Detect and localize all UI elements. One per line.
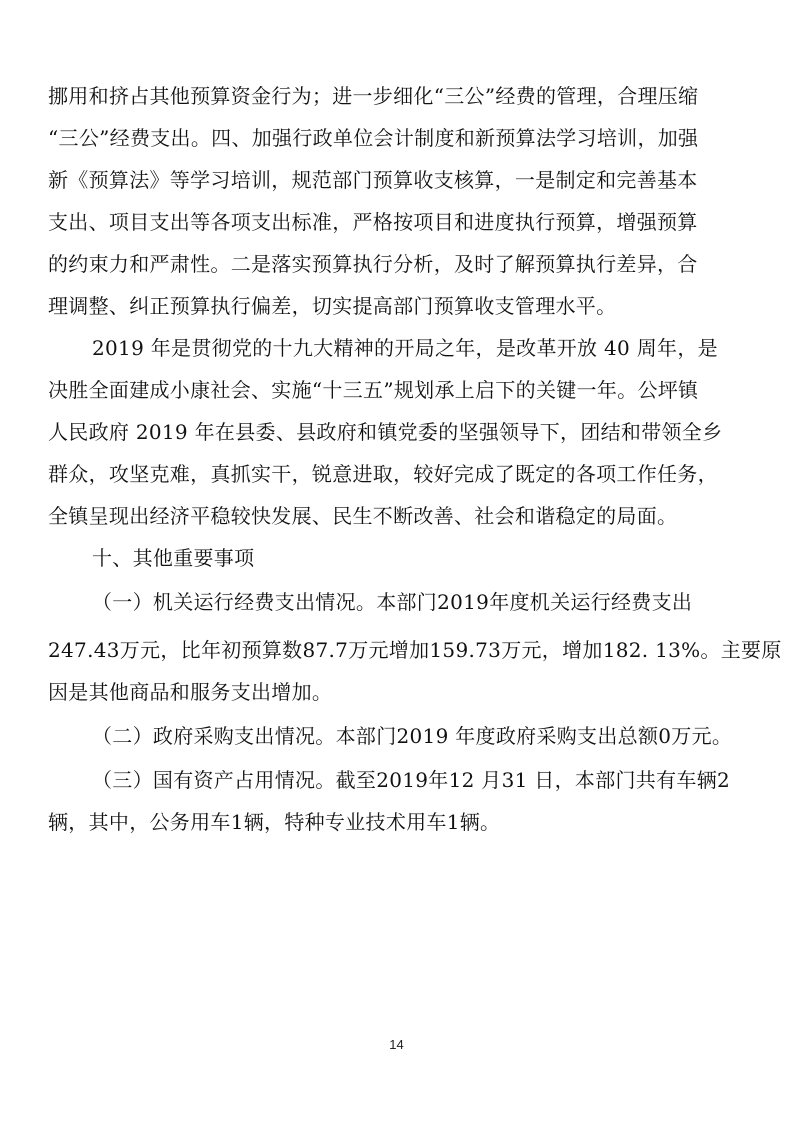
paragraph-line: 全镇呈现出经济平稳较快发展、民生不断改善、社会和谐稳定的局面。 <box>48 504 678 528</box>
paragraph-line: 辆，其中，公务用车1辆，特种专业技术用车1辆。 <box>48 810 501 834</box>
paragraph-line: 群众，攻坚克难，真抓实干，锐意进取，较好完成了既定的各项工作任务， <box>48 462 718 486</box>
paragraph-line: （二）政府采购支出情况。本部门2019 年度政府采购支出总额0万元。 <box>92 724 733 748</box>
paragraph-line: “三公”经费支出。四、加强行政单位会计制度和新预算法学习培训，加强 <box>48 126 699 150</box>
paragraph-line: 支出、项目支出等各项支出标准，严格按项目和进度执行预算，增强预算 <box>48 210 698 234</box>
paragraph-line: 人民政府 2019 年在县委、县政府和镇党委的坚强领导下，团结和带领全乡 <box>48 420 723 444</box>
paragraph-line: 的约束力和严肃性。二是落实预算执行分析，及时了解预算执行差异，合 <box>48 252 698 276</box>
paragraph-line: （一）机关运行经费支出情况。本部门2019年度机关运行经费支出 <box>92 590 693 614</box>
paragraph-line: （三）国有资产占用情况。截至2019年12 月31 日，本部门共有车辆2 <box>92 768 731 792</box>
paragraph-line: 理调整、纠正预算执行偏差，切实提高部门预算收支管理水平。 <box>48 294 617 318</box>
section-heading: 十、其他重要事项 <box>92 546 255 570</box>
paragraph-line: 挪用和挤占其他预算资金行为；进一步细化“三公”经费的管理，合理压缩 <box>48 84 699 108</box>
paragraph-line: 新《预算法》等学习培训，规范部门预算收支核算，一是制定和完善基本 <box>48 168 698 192</box>
page-number: 14 <box>389 1037 404 1052</box>
paragraph-line: 2019 年是贯彻党的十九大精神的开局之年，是改革开放 40 周年，是 <box>92 336 718 360</box>
paragraph-line: 因是其他商品和服务支出增加。 <box>48 680 333 704</box>
paragraph-line: 247.43万元，比年初预算数87.7万元增加159.73万元，增加182. 13%。主要原 <box>48 638 782 662</box>
paragraph-line: 决胜全面建成小康社会、实施“十三五”规划承上启下的关键一年。公坪镇 <box>48 378 699 402</box>
